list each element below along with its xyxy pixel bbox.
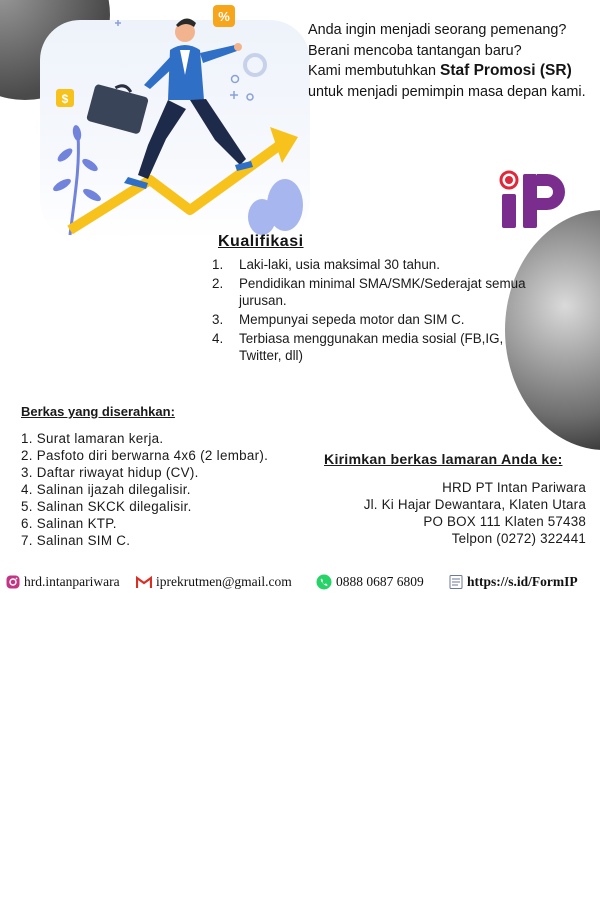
svg-text:%: %	[218, 9, 230, 24]
instagram-icon	[6, 575, 20, 589]
contact-whatsapp[interactable]: 0888 0687 6809	[316, 572, 424, 592]
whatsapp-icon	[316, 574, 332, 590]
briefcase-icon	[86, 84, 149, 135]
berkas-list	[21, 430, 268, 549]
list-item: 3. Daftar riwayat hidup (CV).	[21, 465, 199, 480]
contact-instagram[interactable]: hrd.intanpariwara	[6, 572, 120, 592]
address-line: HRD PT Intan Pariwara	[442, 480, 586, 495]
intro-text	[308, 20, 598, 102]
intro-line-3	[308, 61, 598, 82]
kualifikasi-list	[212, 256, 532, 366]
kirim-title: Kirimkan berkas lamaran Anda ke:	[324, 452, 563, 468]
gear-icon	[245, 55, 265, 75]
address-line: Telpon (0272) 322441	[451, 531, 586, 546]
gmail-icon	[136, 575, 152, 589]
list-item: 1. Surat lamaran kerja.	[21, 431, 164, 446]
list-item: 6. Salinan KTP.	[21, 516, 117, 531]
position-title: Staf Promosi (SR)	[439, 62, 572, 79]
contact-form-link[interactable]: https://s.id/FormIP	[449, 572, 578, 592]
address-line: Jl. Ki Hajar Dewantara, Klaten Utara	[363, 497, 586, 512]
list-item: 5. Salinan SKCK dilegalisir.	[21, 499, 192, 514]
svg-text:$: $	[61, 92, 69, 106]
percent-badge	[213, 5, 235, 27]
list-item: 7. Salinan SIM C.	[21, 533, 131, 548]
form-icon	[449, 575, 463, 589]
logo-text: iP	[497, 166, 498, 167]
address-line: PO BOX 111 Klaten 57438	[423, 514, 586, 529]
list-item: 4. Salinan ijazah dilegalisir.	[21, 482, 191, 497]
dollar-badge	[56, 89, 74, 107]
list-item: 4. Terbiasa menggunakan media sosial (FB,IG, Twitter, dll)	[212, 331, 504, 363]
bush-icon	[248, 179, 303, 235]
list-item: 1. Laki-laki, usia maksimal 30 tahun.	[212, 257, 440, 272]
hero-illustration	[30, 5, 310, 240]
address-block	[330, 479, 586, 547]
intro-line-3-prefix: Kami membutuhkan	[308, 63, 440, 79]
intro-line-1: Anda ingin menjadi seorang pemenang?	[308, 22, 567, 38]
berkas-title: Berkas yang diserahkan:	[21, 404, 175, 419]
company-logo	[497, 166, 575, 230]
list-item: 2. Pasfoto diri berwarna 4x6 (2 lembar).	[21, 448, 269, 463]
contact-email[interactable]: iprekrutmen@gmail.com	[136, 572, 292, 592]
intro-line-4: untuk menjadi pemimpin masa depan kami.	[308, 83, 586, 100]
kualifikasi-title: Kualifikasi	[218, 233, 304, 250]
list-item: 3. Mempunyai sepeda motor dan SIM C.	[212, 312, 465, 327]
list-item: 2. Pendidikan minimal SMA/SMK/Sederajat semua jurusan.	[212, 276, 526, 308]
intro-line-2: Berani mencoba tantangan baru?	[308, 42, 522, 59]
